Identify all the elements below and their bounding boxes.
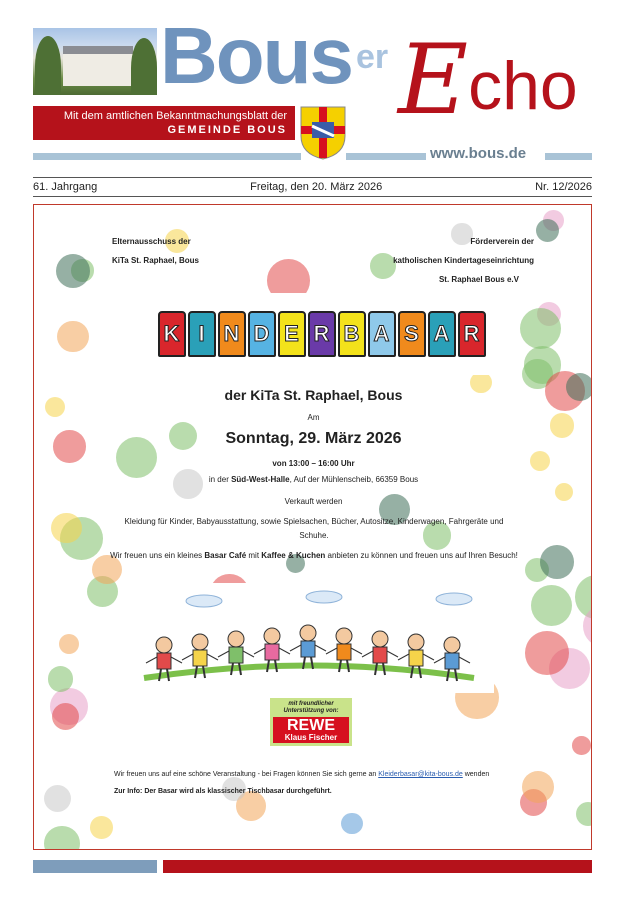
closing-suffix: wenden (462, 771, 490, 778)
cafe-prefix: Wir freuen uns ein kleines (110, 551, 205, 560)
banner-letter: K (158, 311, 186, 357)
confetti-dot (341, 813, 362, 834)
location-address: , Auf der Mühlenscheib, 66359 Bous (289, 475, 419, 484)
banner-letter: R (308, 311, 336, 357)
banner-letter: I (188, 311, 216, 357)
event-location (34, 475, 592, 484)
town-hall-photo (33, 28, 157, 95)
confetti-dot (540, 545, 574, 579)
confetti-dot (522, 771, 554, 803)
cafe-text (104, 549, 524, 563)
location-venue: Süd-West-Halle (231, 475, 290, 484)
confetti-dot (370, 253, 395, 278)
right-org-line3: St. Raphael Bous e.V (438, 275, 519, 284)
location-prefix: in der (208, 475, 232, 484)
masthead-title-bous: Bous (160, 11, 352, 100)
coat-of-arms-icon (300, 106, 346, 160)
masthead-title-er: er (356, 38, 389, 76)
confetti-dot (90, 816, 113, 839)
divider-bar (33, 153, 301, 160)
cafe-name: Basar Café (204, 551, 247, 560)
issue-number: Nr. 12/2026 (535, 181, 592, 193)
website-link[interactable]: www.bous.de (430, 145, 527, 162)
closing-text (114, 771, 489, 778)
closing-prefix: Wir freuen uns auf eine schöne Veranstaltung - bei Fragen können Sie sich gerne an (114, 771, 379, 778)
divider-bar (545, 153, 592, 160)
left-org-line2: KiTa St. Raphael, Bous (112, 256, 199, 265)
kinderbasar-banner (139, 293, 504, 375)
right-org-line2: katholischen Kindertageseinrichtung (393, 256, 534, 265)
volume: 61. Jahrgang (33, 181, 98, 193)
child-figure (290, 625, 326, 669)
issue-info (33, 181, 592, 193)
rule (33, 196, 592, 197)
confetti-dot (525, 631, 569, 675)
confetti-dot (48, 666, 73, 691)
contact-email-link[interactable]: Kleiderbasar@kita-bous.de (378, 771, 463, 778)
echo-initial: E (398, 24, 469, 136)
confetti-dot (56, 254, 91, 289)
confetti-dot (44, 785, 71, 812)
banner-letter: B (338, 311, 366, 357)
sponsor-line1: mit freundlicher (288, 701, 334, 707)
event-time: von 13:00 – 16:00 Uhr (272, 459, 355, 468)
rule (33, 177, 592, 178)
sponsor-owner: Klaus Fischer (284, 733, 338, 743)
confetti-dot (51, 513, 82, 544)
confetti-dot (57, 321, 88, 352)
banner-line2: GEMEINDE BOUS (167, 124, 287, 136)
banner-letter: R (458, 311, 486, 357)
issue-date: Freitag, den 20. März 2026 (250, 181, 383, 193)
sponsor-logo (270, 698, 352, 746)
left-org-line1: Elternausschuss der (112, 237, 191, 246)
banner-letter: E (278, 311, 306, 357)
masthead-banner (33, 106, 295, 140)
banner-letter: A (368, 311, 396, 357)
cafe-offer: Kaffee & Kuchen (261, 551, 326, 560)
banner-letter: A (428, 311, 456, 357)
divider-bar (346, 153, 426, 160)
confetti-dot (536, 219, 559, 242)
confetti-dot (531, 585, 572, 626)
banner-letter: D (248, 311, 276, 357)
event-date: Sonntag, 29. März 2026 (225, 430, 402, 447)
banner-line1: Mit dem amtlichen Bekanntmachungsblatt der (63, 110, 287, 122)
right-org-line1: Förderverein der (470, 237, 534, 246)
sponsor-brand: REWE (287, 717, 335, 735)
confetti-dot (52, 703, 79, 730)
banner-letter: S (398, 311, 426, 357)
sponsor-line2: Unterstützung von: (283, 708, 339, 715)
flyer-subtitle: der KiTa St. Raphael, Bous (224, 387, 403, 403)
cafe-rest: anbieten zu können und freuen uns auf Ihren Besuch! (325, 551, 518, 560)
footer-bar-blue (33, 860, 157, 873)
echo-rest: cho (468, 48, 578, 124)
confetti-dot (59, 634, 79, 654)
flyer-frame (33, 204, 592, 850)
children-illustration (124, 583, 494, 693)
confetti-dot (576, 802, 592, 826)
info-text: Zur Info: Der Basar wird als klassischer Tischbasar durchgeführt. (114, 788, 332, 795)
cafe-mid: mit (246, 551, 262, 560)
masthead-title-echo (398, 24, 578, 136)
confetti-dot (44, 826, 79, 850)
banner-letter: N (218, 311, 246, 357)
confetti-dot (572, 736, 591, 755)
sold-items: Kleidung für Kinder, Babyausstattung, sowie Spielsachen, Bücher, Autositze, Kinderwagen, Fahrgeräte und Schuhe. (124, 517, 504, 540)
footer-bar-red (163, 860, 592, 873)
am-label: Am (307, 413, 320, 422)
confetti-dot (520, 308, 561, 349)
sold-heading: Verkauft werden (284, 497, 343, 506)
